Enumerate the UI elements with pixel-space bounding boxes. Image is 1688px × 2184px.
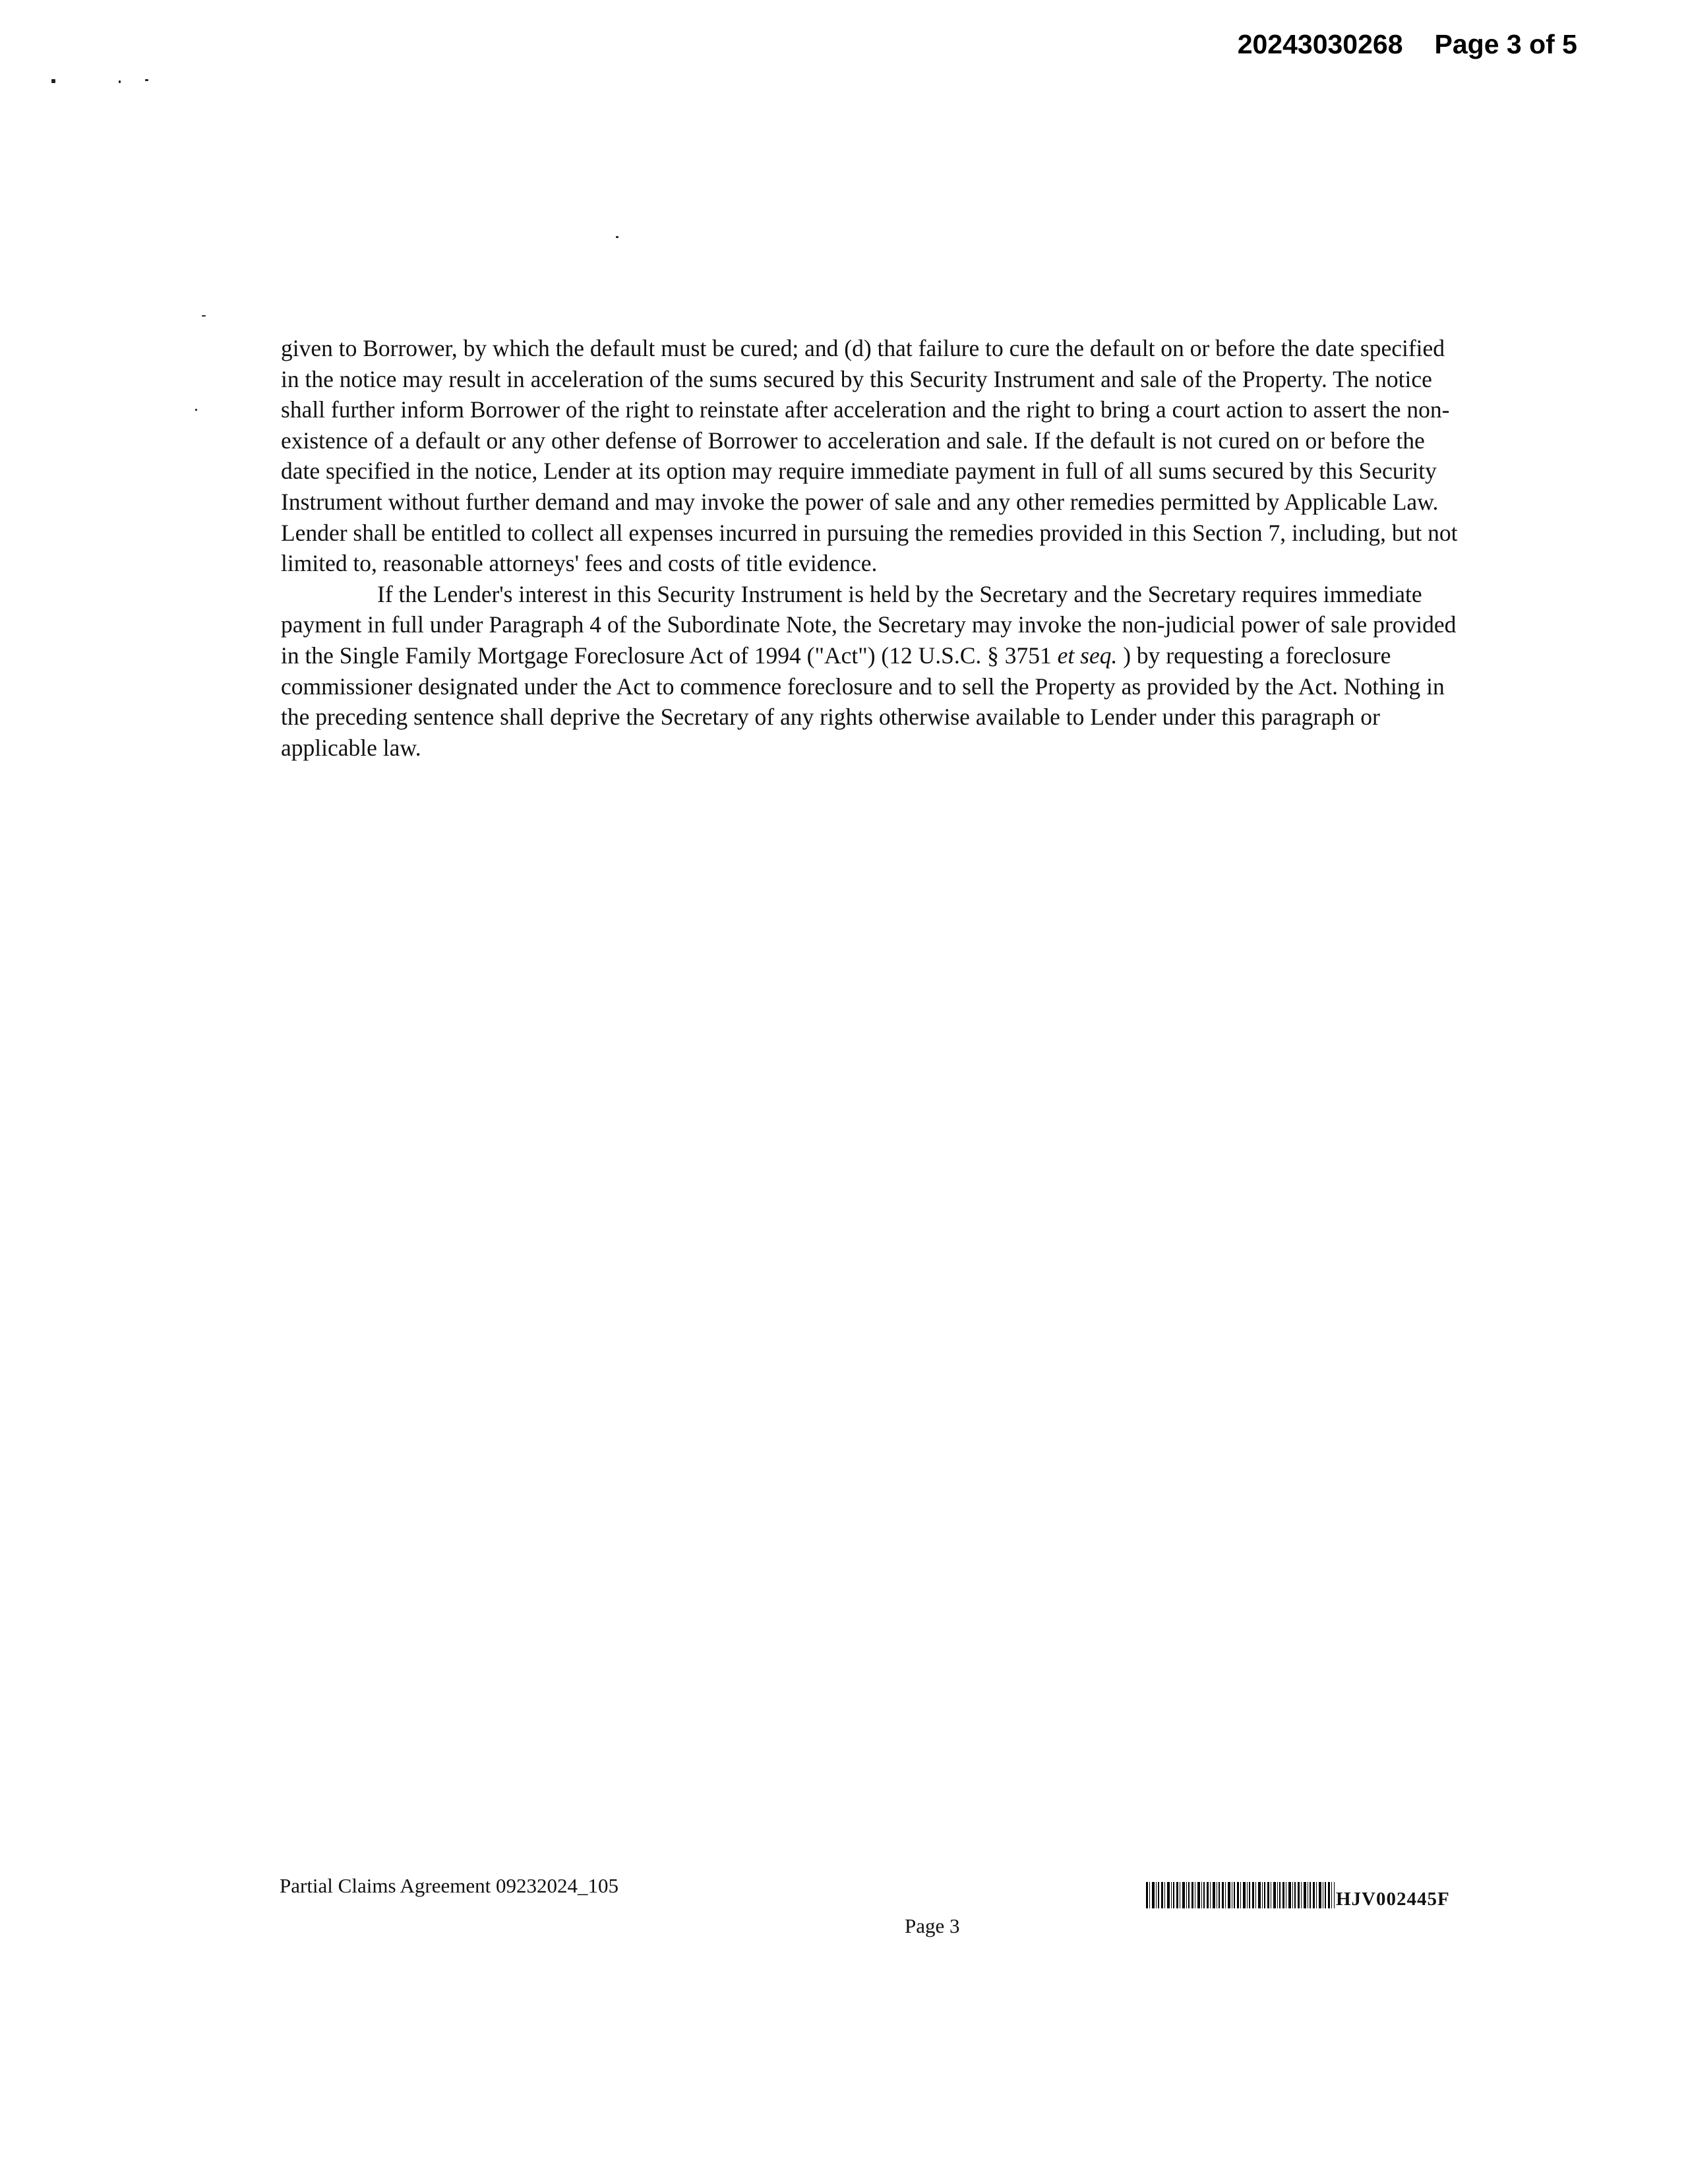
- paragraph-2-text-start: If the Lender's interest in this Security Instrument is held by the Secretary and the Secretary requires immediate payment in full under Paragraph 4 of the Subordinate Note, the Secretary may invoke the non-judicial power of sale provided in the Single Family Mortgage Foreclosure Act of 1994 ("Act") (12 U.S.C. § 3751: [281, 580, 1457, 669]
- document-number: 20243030268: [1237, 29, 1403, 59]
- scan-speck: [202, 315, 206, 317]
- paragraph-2-text-end: ) by requesting a foreclosure commissioner designated under the Act to commence foreclosure and to sell the Property as provided by the Act. Nothing in the preceding sentence shall deprive the Secretary of any rights otherwise available to Lender under this paragraph or applicable law.: [281, 642, 1445, 761]
- scan-speck: [119, 80, 121, 83]
- scan-speck: [51, 79, 55, 83]
- scan-speck: [195, 409, 197, 411]
- body-paragraph-1: given to Borrower, by which the default must be cured; and (d) that failure to cure the default on or before the date specified in the notice may result in acceleration of the sums secured by this Security Instrument and sale of the Property. The notice shall further inform Borrower of the right to reinstate after acceleration and the right to bring a court action to assert the non-existence of a default or any other defense of Borrower to acceleration and sale. If the default is not cured on or before the date specified in the notice, Lender at its option may require immediate payment in full of all sums secured by this Security Instrument without further demand and may invoke the power of sale and any other remedies permitted by Applicable Law. Lender shall be entitled to collect all expenses incurred in pursuing the remedies provided in this Section 7, including, but not limited to, reasonable attorneys' fees and costs of title evidence.: [281, 335, 1458, 577]
- scan-speck: [145, 79, 148, 81]
- barcode-block: [1146, 1882, 1450, 1908]
- page-label: Page 3 of 5: [1434, 29, 1577, 59]
- form-name: Partial Claims Agreement 09232024_105: [280, 1874, 619, 1897]
- document-body: [281, 333, 1468, 763]
- body-paragraph-2: [281, 579, 1468, 764]
- barcode-image: [1146, 1882, 1335, 1908]
- barcode-code: HJV002445F: [1336, 1889, 1450, 1910]
- page-number: Page 3: [905, 1914, 960, 1937]
- paragraph-2-italic: et seq.: [1057, 642, 1118, 669]
- page-header: [1238, 29, 1577, 60]
- scan-speck: [616, 236, 618, 238]
